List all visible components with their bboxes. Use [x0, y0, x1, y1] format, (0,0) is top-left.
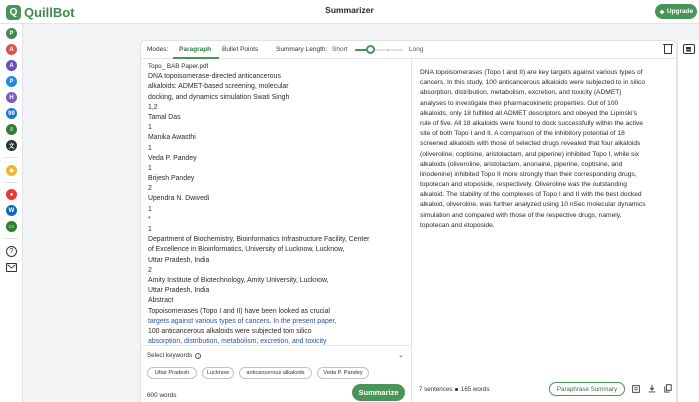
- summarize-button[interactable]: Summarize: [352, 384, 405, 401]
- input-line: 100 anticancerous alkaloids were subjected toin silico: [148, 327, 312, 335]
- summary-line: (oliveroline, coptisine, aristolactam, and piperine) inhibited Topo I, while six: [420, 150, 640, 158]
- diamond-icon: [659, 9, 665, 15]
- input-line: Upendra N. Dwivedi: [148, 195, 210, 203]
- upgrade-label: Upgrade: [666, 8, 694, 15]
- summary-line: liriodenine) inhibited Topo II more strongly than their corresponding drugs,: [420, 170, 637, 178]
- right-rail: [677, 40, 699, 402]
- summary-length-label: Summary Length:: [276, 46, 328, 53]
- tab-paragraph[interactable]: Paragraph: [179, 46, 212, 53]
- summary-line: site of both Topo I and II. A comparison of the inhibitory potential of 18: [420, 130, 625, 138]
- long-label: Long: [409, 46, 424, 53]
- plagiarism-checker-icon[interactable]: P: [6, 76, 17, 87]
- help-icon[interactable]: ?: [6, 246, 17, 257]
- input-line: alkaloids: ADMET-based screening, molecular: [148, 83, 289, 91]
- compare-icon[interactable]: [631, 384, 640, 393]
- input-line: *: [148, 215, 151, 223]
- output-word-count: 165 words: [460, 386, 490, 393]
- select-keywords-label: [147, 352, 201, 359]
- input-line: 1: [148, 124, 152, 132]
- word-addin-icon[interactable]: W: [6, 205, 17, 216]
- input-line: 1: [148, 226, 152, 233]
- envelope-icon: [7, 264, 16, 271]
- citation-generator-icon[interactable]: 99: [6, 108, 17, 119]
- keywords-panel: [141, 345, 412, 402]
- chrome-extension-icon[interactable]: ●: [6, 189, 17, 200]
- length-slider-thumb[interactable]: [366, 45, 375, 54]
- input-line: absorption, distribution, metabolism, excretion, and toxicity: [148, 338, 327, 345]
- input-line: Uttar Pradesh, India: [148, 287, 210, 295]
- summary-output: [420, 68, 670, 231]
- input-line: Abstract: [148, 297, 174, 305]
- input-line: 1: [148, 205, 152, 213]
- keyword-chip[interactable]: anticancerous alkaloids: [239, 367, 312, 379]
- chevron-down-icon[interactable]: ⌄: [398, 352, 404, 359]
- input-line: Uttar Pradesh, India: [148, 256, 210, 264]
- rail-divider: [5, 157, 18, 158]
- input-line: targets against various types of cancers. In the present paper,: [148, 317, 337, 325]
- select-keywords-text: Select keywords: [147, 352, 193, 359]
- summary-line: alkaloid. The stability of the complexes of Topo I and II with the best docked: [420, 191, 642, 199]
- sentence-count: 7 sentences: [419, 386, 453, 393]
- input-line: 1,2: [148, 103, 158, 111]
- input-line: docking, and dynamics simulation Swati Singh: [148, 93, 290, 101]
- quillbot-logo-icon: Q: [6, 5, 21, 20]
- input-line: 1: [148, 164, 152, 172]
- delete-icon[interactable]: [664, 45, 672, 54]
- input-line: Topoisomerases (Topo I and II) have been looked as crucial: [148, 307, 330, 315]
- keyword-chip[interactable]: Lucknow: [202, 367, 234, 379]
- upgrade-button[interactable]: [655, 4, 697, 19]
- summarizer-icon[interactable]: ≡: [6, 124, 17, 135]
- mail-icon[interactable]: [6, 263, 17, 272]
- summary-line: topotecan and etoposide, respectively. Oliveroline was the outstanding: [420, 181, 627, 189]
- rail-divider: [5, 182, 18, 183]
- slider-step: [387, 49, 389, 51]
- mac-app-icon[interactable]: ▭: [6, 221, 17, 232]
- input-line: DNA topoisomerase-directed anticancerous: [148, 73, 281, 81]
- input-word-count: 600 words: [147, 392, 177, 399]
- keyword-chip[interactable]: Veda P. Pandey: [317, 367, 369, 379]
- premium-icon[interactable]: ◆: [6, 165, 17, 176]
- summary-line: simulation and compared with those of the respective drugs, namely,: [420, 211, 622, 219]
- input-line: Manika Awasthi: [148, 134, 196, 142]
- output-footer: [412, 380, 678, 402]
- keyword-chip[interactable]: Uttar Pradesh: [147, 367, 197, 379]
- input-line: Department of Biochemistry, Bioinformatics Infrastructure Facility, Center: [148, 236, 370, 244]
- file-name: Topo_ BAB Paper.pdf: [148, 63, 209, 70]
- output-stats: [419, 386, 489, 393]
- grammar-checker-icon[interactable]: A: [6, 44, 17, 55]
- summary-line: cancers. In this study, 100 anticancerous alkaloids were subjected to in silico: [420, 79, 646, 87]
- copy-icon[interactable]: [663, 384, 672, 393]
- short-label: Short: [332, 46, 348, 53]
- tab-bullet-points[interactable]: Bullet Points: [222, 46, 259, 53]
- paraphraser-icon[interactable]: P: [6, 28, 17, 39]
- input-line: 2: [148, 266, 152, 274]
- ai-detector-icon[interactable]: A: [6, 60, 17, 71]
- input-line: 2: [148, 185, 152, 193]
- summary-line: alkaloid, oliveroline, was further analyzed using 10 nSec molecular dynamics: [420, 201, 646, 209]
- mode-toolbar: [141, 41, 678, 59]
- humanizer-icon[interactable]: H: [6, 92, 17, 103]
- input-line: of Excellence in Bioinformatics, University of Lucknow, Lucknow,: [148, 246, 345, 254]
- top-bar: [0, 0, 699, 24]
- comment-icon[interactable]: [683, 44, 695, 54]
- summary-line: screened alkaloids with those of selected drugs revealed that four alkaloids: [420, 140, 641, 148]
- summary-line: alkaloids (oliveroline, aristolactam, anonaine, piperine, coptisine, and: [420, 160, 623, 168]
- translator-icon[interactable]: 文: [6, 140, 17, 151]
- download-icon[interactable]: [647, 384, 656, 393]
- input-line: Brijesh Pandey: [148, 175, 195, 183]
- input-text-area[interactable]: [148, 62, 406, 345]
- input-line: 1: [148, 144, 152, 152]
- brand-name: QuillBot: [24, 4, 75, 20]
- summary-line: analyses to investigate their pharmacokinetic properties. Out of 100: [420, 99, 619, 107]
- output-pane: [412, 59, 678, 402]
- summary-line: alkaloids, only 18 fulfilled all ADMET descriptors and obeyed the Lipinski's: [420, 109, 638, 117]
- summary-line: DNA topoisomerases (Topo I and II) are key targets against various types of: [420, 69, 643, 76]
- summary-line: absorption, distribution, metabolism, excretion, and toxicity (ADMET): [420, 89, 622, 97]
- input-line: Amity Institute of Biotechnology, Amity University, Lucknow,: [148, 276, 329, 284]
- modes-label: Modes:: [147, 46, 169, 53]
- rail-divider: [5, 238, 18, 239]
- input-pane[interactable]: [141, 59, 412, 402]
- summary-line: topotecan and etoposide.: [420, 221, 495, 229]
- paraphrase-summary-button[interactable]: Paraphrase Summary: [549, 382, 625, 396]
- info-icon[interactable]: i: [195, 353, 201, 359]
- quillbot-logo[interactable]: [6, 4, 75, 20]
- summary-line: rule of five. All 18 alkaloids were found to dock successfully within the active: [420, 119, 643, 127]
- input-line: Tamal Das: [148, 113, 181, 121]
- input-line: Veda P. Pandey: [148, 154, 197, 162]
- separator-dot: [455, 388, 458, 391]
- left-tool-rail: [0, 24, 23, 402]
- summarizer-card: [140, 40, 677, 402]
- page-title: Summarizer: [325, 5, 374, 15]
